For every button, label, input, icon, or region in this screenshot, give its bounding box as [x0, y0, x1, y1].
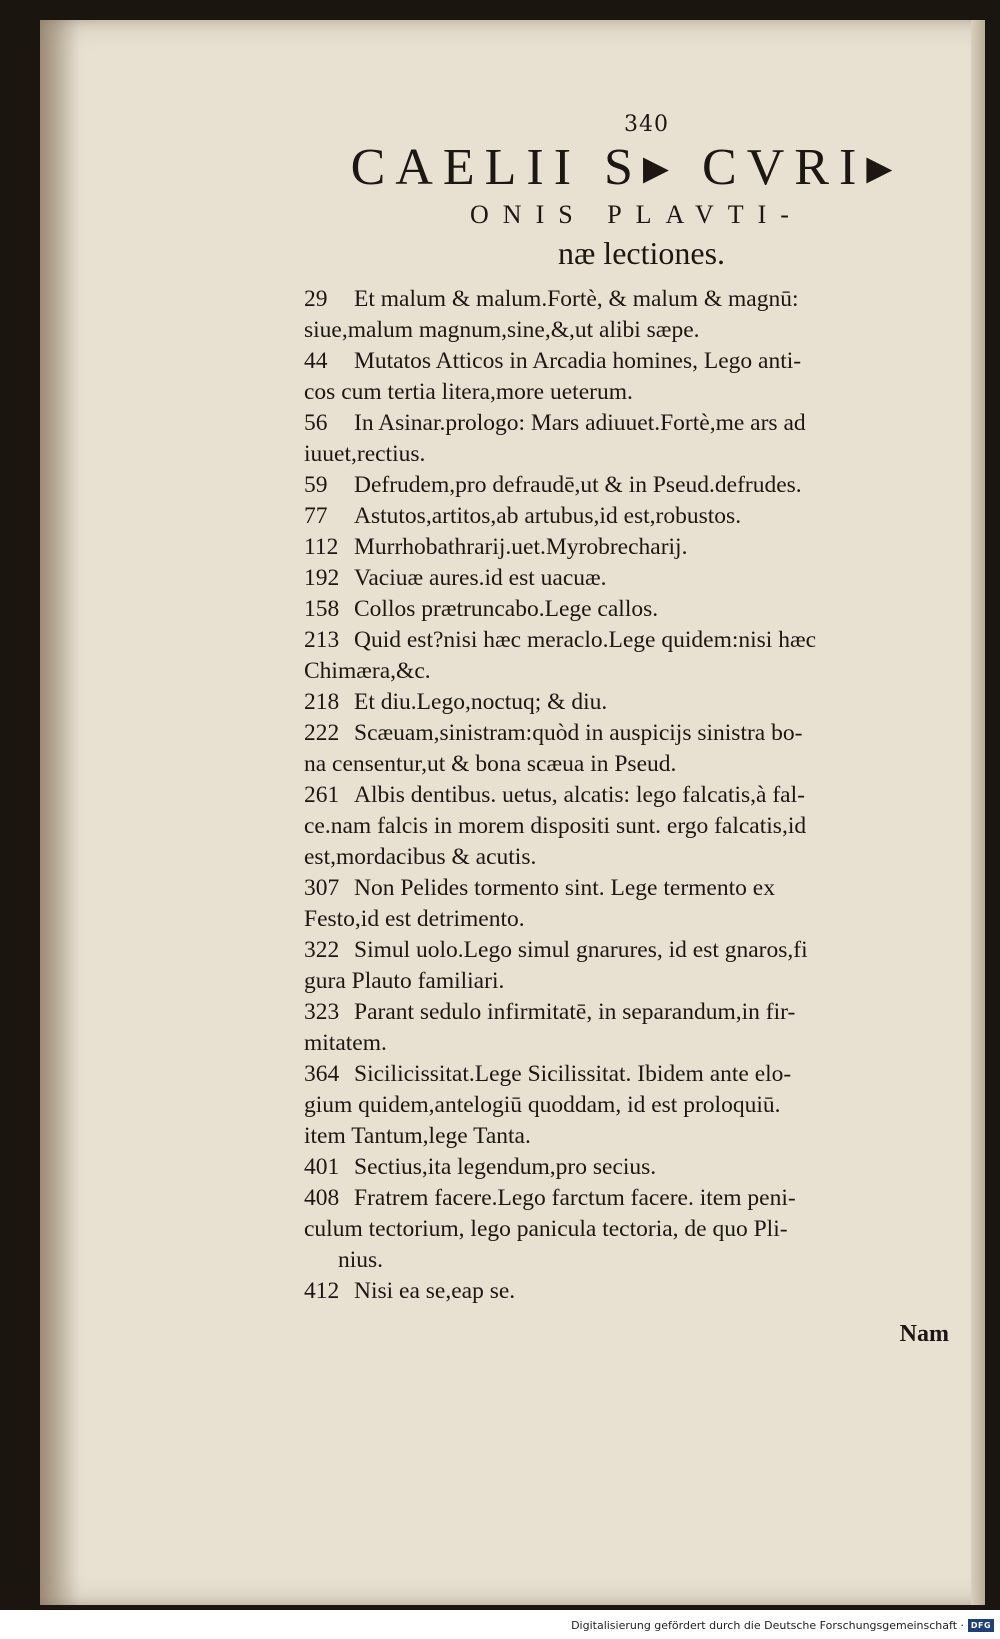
entry-text: Simul uolo.Lego simul gnarures, id est gnaros,fi [354, 937, 808, 963]
entry-text: Albis dentibus. uetus, alcatis: lego falcatis,à fal- [354, 782, 805, 808]
page-title-line-1: CAELII S▸ CVRI▸ [350, 139, 903, 196]
entry-text-continuation: item Tantum,lege Tanta. [304, 1123, 531, 1149]
entry-line-number: 77 [304, 503, 328, 529]
entry-text-continuation: culum tectorium, lego panicula tectoria, de quo Pli- [304, 1216, 788, 1242]
entry [304, 1276, 949, 1307]
entry-text: Vaciuæ aures.id est uacuæ. [354, 565, 607, 591]
gutter-shadow [40, 20, 80, 1605]
entry [304, 1183, 949, 1276]
entry [304, 532, 949, 563]
entry-text-continuation: mitatem. [304, 1030, 387, 1056]
entry-line-number: 307 [304, 875, 340, 901]
entry-text: Defrudem,pro defraudē,ut & in Pseud.defrudes. [354, 472, 802, 498]
entry-text-continuation: na censentur,ut & bona scæua in Pseud. [304, 751, 677, 777]
entry-line-number: 364 [304, 1061, 340, 1087]
entry-text: Scæuam,sinistram:quòd in auspicijs sinistra bo- [354, 720, 803, 746]
catchword: Nam [899, 1321, 949, 1347]
entry [304, 687, 949, 718]
entry [304, 935, 949, 997]
entry-line-number: 112 [304, 534, 339, 560]
entry-text: Nisi ea se,eap se. [354, 1278, 516, 1304]
entry-line-number: 44 [304, 348, 328, 374]
page-title-line-3: næ lectiones. [557, 235, 726, 271]
entry-line-number: 158 [304, 596, 340, 622]
entry-text-continuation: nius. [338, 1247, 384, 1273]
entry-text-continuation: Festo,id est detrimento. [304, 906, 525, 932]
dfg-logo: DFG [968, 1619, 994, 1632]
entry [304, 563, 949, 594]
entry [304, 284, 949, 346]
entry [304, 346, 949, 408]
entry-line-number: 56 [304, 410, 328, 436]
entry-text: In Asinar.prologo: Mars adiuuet.Fortè,me ars ad [354, 410, 806, 436]
entry-text: Sicilicissitat.Lege Sicilissitat. Ibidem ante elo- [354, 1061, 792, 1087]
entry [304, 501, 949, 532]
entry-text-continuation: cos cum tertia litera,more ueterum. [304, 379, 633, 405]
entry-text-continuation: est,mordacibus & acutis. [304, 844, 537, 870]
entry [304, 718, 949, 780]
digitization-footer [571, 1615, 994, 1635]
entry [304, 470, 949, 501]
entry-text-continuation: iuuet,rectius. [304, 441, 426, 467]
entry [304, 594, 949, 625]
entry-text: Mutatos Atticos in Arcadia homines, Lego anti- [354, 348, 802, 374]
entry [304, 997, 949, 1059]
entry-text: Collos prætruncabo.Lege callos. [354, 596, 659, 622]
entry-text-continuation: gura Plauto familiari. [304, 968, 505, 994]
footer-text: Digitalisierung gefördert durch die Deutsche Forschungsgemeinschaft · [571, 1618, 964, 1632]
entry [304, 780, 949, 873]
entry [304, 625, 949, 687]
entry-list [304, 284, 949, 1307]
entry-text: Parant sedulo infirmitatē, in separandum,in fir- [354, 999, 796, 1025]
page-edge [971, 20, 985, 1605]
entry-line-number: 192 [304, 565, 340, 591]
entry-text: Et diu.Lego,noctuq; & diu. [354, 689, 608, 715]
entry-line-number: 59 [304, 472, 328, 498]
entry-text: Astutos,artitos,ab artubus,id est,robustos. [354, 503, 742, 529]
entry-line-number: 412 [304, 1278, 340, 1304]
book-page [40, 20, 985, 1605]
entry-text: Quid est?nisi hæc meraclo.Lege quidem:nisi hæc [354, 627, 817, 653]
entry-line-number: 213 [304, 627, 340, 653]
entry-text-continuation: siue,malum magnum,sine,&,ut alibi sæpe. [304, 317, 700, 343]
entry-line-number: 401 [304, 1154, 340, 1180]
entry-text: Murrhobathrarij.uet.Myrobrecharij. [354, 534, 688, 560]
entry-text-continuation: ce.nam falcis in morem dispositi sunt. ergo falcatis,id [304, 813, 807, 839]
entry-text: Sectius,ita legendum,pro secius. [354, 1154, 657, 1180]
entry-line-number: 218 [304, 689, 340, 715]
entry-text-continuation: Chimæra,&c. [304, 658, 431, 684]
entry-line-number: 29 [304, 286, 328, 312]
page-title-line-2: ONIS PLAVTI- [470, 200, 803, 229]
entry-line-number: 322 [304, 937, 340, 963]
entry [304, 873, 949, 935]
entry-text: Fratrem facere.Lego farctum facere. item peni- [354, 1185, 796, 1211]
entry-line-number: 222 [304, 720, 340, 746]
entry-text: Et malum & malum.Fortè, & malum & magnū: [354, 286, 799, 312]
entry [304, 1152, 949, 1183]
entry [304, 408, 949, 470]
entry-line-number: 408 [304, 1185, 340, 1211]
entry-line-number: 323 [304, 999, 340, 1025]
entry-line-number: 261 [304, 782, 340, 808]
page-number: 340 [624, 112, 669, 137]
entry-text: Non Pelides tormento sint. Lege termento ex [354, 875, 775, 901]
entry [304, 1059, 949, 1152]
page-content [304, 112, 949, 1348]
entry-text-continuation: gium quidem,antelogiū quoddam, id est proloquiū. [304, 1092, 781, 1118]
